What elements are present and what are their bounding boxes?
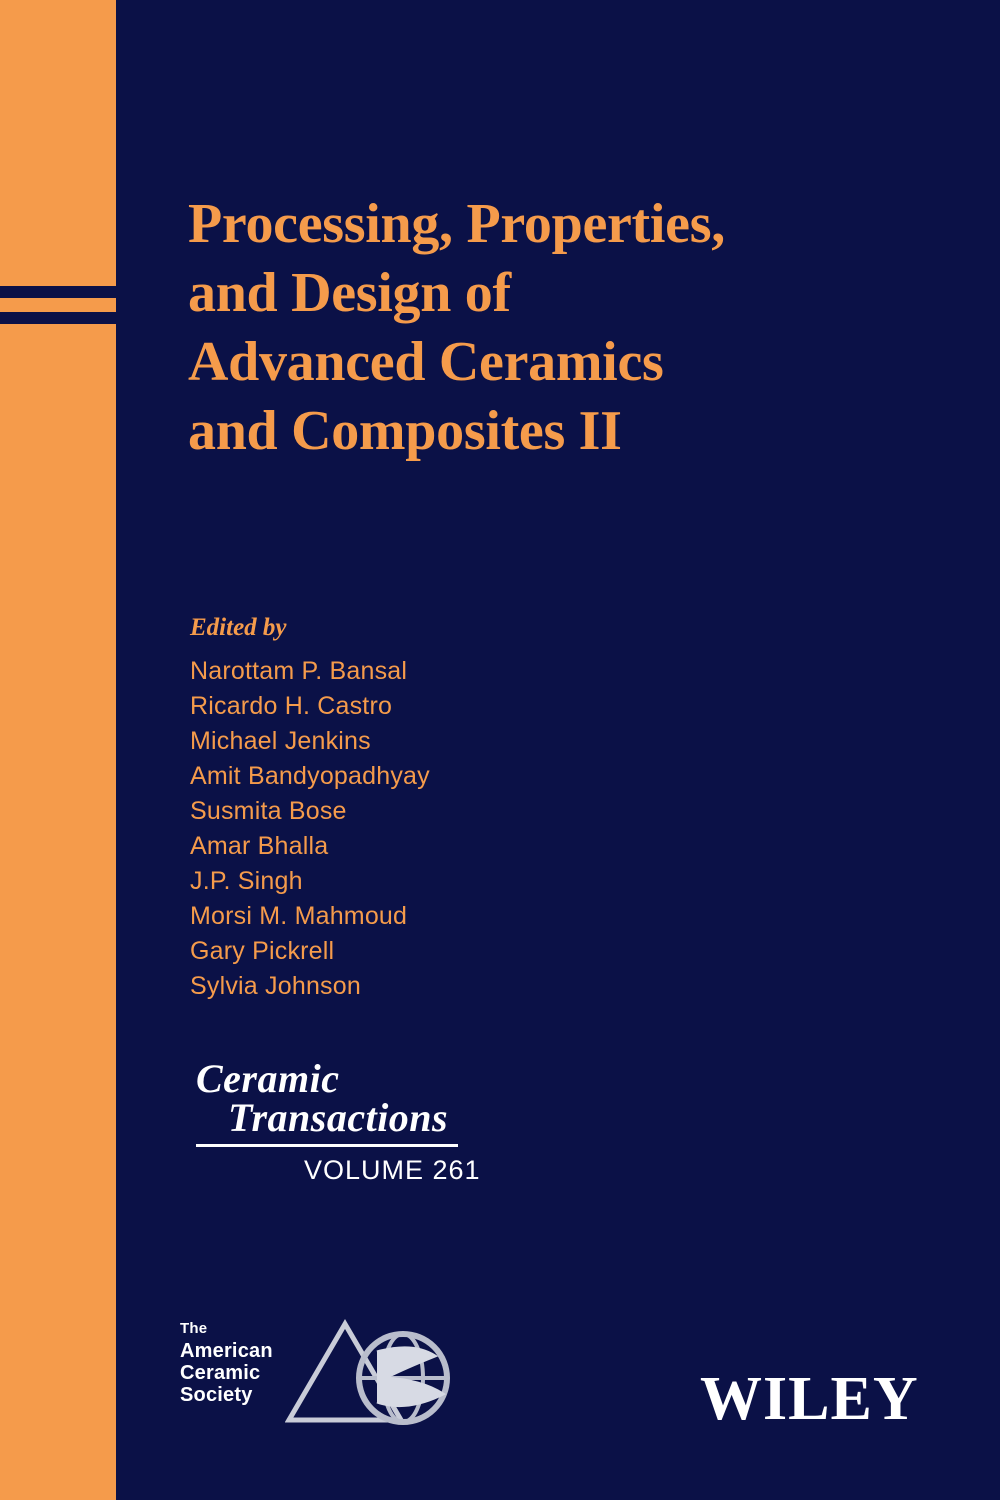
series-logo	[190, 1056, 610, 1186]
editor-name: Gary Pickrell	[190, 937, 335, 965]
title-line-2: and Design of	[188, 262, 511, 324]
acers-line-the: The	[180, 1320, 208, 1337]
acers-globe-icon	[285, 1316, 485, 1428]
acers-line-american: American	[180, 1340, 273, 1362]
editor-name: Amar Bhalla	[190, 832, 329, 860]
cover-spine-band	[0, 0, 116, 1500]
editor-name: Narottam P. Bansal	[190, 657, 408, 685]
title-line-4: and Composites II	[188, 400, 622, 462]
series-volume: VOLUME 261	[304, 1155, 481, 1185]
book-title	[188, 190, 888, 466]
editor-name: Sylvia Johnson	[190, 972, 361, 1000]
series-name-line-1: Ceramic	[196, 1056, 340, 1101]
editor-name: Michael Jenkins	[190, 727, 371, 755]
editor-name: Susmita Bose	[190, 797, 347, 825]
series-name-line-2: Transactions	[228, 1095, 449, 1140]
edited-by-label: Edited by	[190, 614, 287, 641]
american-ceramic-society-logo	[180, 1318, 490, 1428]
publisher-logo: WILEY	[700, 1365, 919, 1433]
editors-block	[190, 614, 790, 1004]
acers-wordmark	[180, 1318, 273, 1406]
editor-name: J.P. Singh	[190, 867, 303, 895]
acers-line-ceramic: Ceramic	[180, 1362, 261, 1384]
editor-name: Morsi M. Mahmoud	[190, 902, 408, 930]
editor-name: Ricardo H. Castro	[190, 692, 393, 720]
acers-line-society: Society	[180, 1384, 253, 1406]
spine-stripe-lower	[0, 312, 116, 324]
title-line-3: Advanced Ceramics	[188, 331, 664, 393]
editor-name: Amit Bandyopadhyay	[190, 762, 430, 790]
series-divider	[196, 1144, 458, 1147]
title-line-1: Processing, Properties,	[188, 193, 725, 255]
spine-stripe-upper	[0, 286, 116, 298]
